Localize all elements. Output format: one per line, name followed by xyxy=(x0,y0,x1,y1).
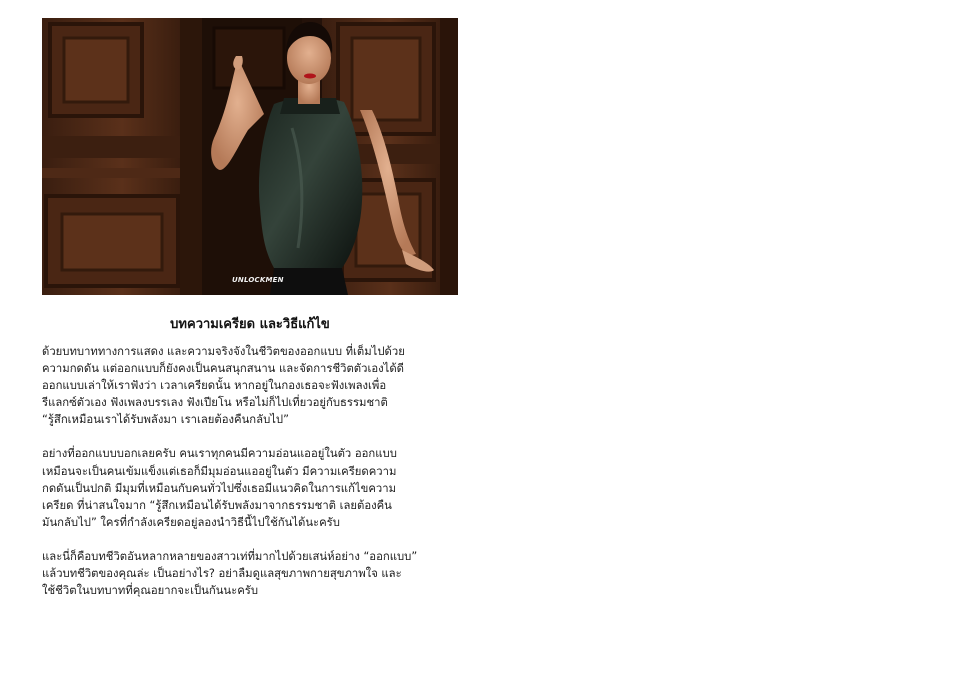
article-photo xyxy=(42,18,458,295)
text-line: รีแลกซ์ตัวเอง ฟังเพลงบรรเลง ฟังเปียโน หรือไม่ก็ไปเที่ยวอยู่กับธรรมชาติ xyxy=(42,396,388,410)
text-line: ความกดดัน แต่ออกแบบก็ยังคงเป็นคนสนุกสนาน และจัดการชีวิตตัวเองได้ดี xyxy=(42,362,405,376)
text-line: “รู้สึกเหมือนเราได้รับพลังมา เราเลยต้องคืนกลับไป” xyxy=(42,413,289,427)
text-line: กดดันเป็นปกติ มีมุมที่เหมือนกับคนทั่วไปซึ่งเธอมีแนวคิดในการแก้ไขความ xyxy=(42,481,397,495)
text-line: ออกแบบเล่าให้เราฟังว่า เวลาเครียดนั้น หากอยู่ในกองเธอจะฟังเพลงเพื่อ xyxy=(42,379,387,393)
article-paragraph xyxy=(42,548,458,599)
article xyxy=(42,18,458,599)
text-line: มันกลับไป” ใครที่กำลังเครียดอยู่ลองนำวิธีนี้ไปใช้กันได้นะครับ xyxy=(42,515,340,529)
text-line: ใช้ชีวิตในบทบาทที่คุณอยากจะเป็นกันนะครับ xyxy=(42,584,259,598)
text-line: ด้วยบทบาททางการแสดง และความจริงจังในชีวิตของออกแบบ ที่เต็มไปด้วย xyxy=(42,345,405,358)
text-line: แล้วบทชีวิตของคุณล่ะ เป็นอย่างไร? อย่าลืมดูแลสุขภาพกายสุขภาพใจ และ xyxy=(42,567,402,581)
article-title: บทความเครียด และวิธีแก้ไข xyxy=(170,317,330,332)
text-line: อย่างที่ออกแบบบอกเลยครับ คนเราทุกคนมีความอ่อนแออยู่ในตัว ออกแบบ xyxy=(42,447,397,461)
text-line: และนี่ก็คือบทชีวิตอันหลากหลายของสาวเท่ที่มากไปด้วยเสน่ห์อย่าง “ออกแบบ” xyxy=(42,549,418,563)
article-paragraph xyxy=(42,343,458,428)
text-line: เหมือนจะเป็นคนเข้มแข็งแต่เธอก็มีมุมอ่อนแออยู่ในตัว มีความเครียดความ xyxy=(42,464,397,478)
article-paragraph xyxy=(42,445,458,530)
photo-illustration xyxy=(42,18,458,295)
text-line: เครียด ที่น่าสนใจมาก “รู้สึกเหมือนได้รับพลังมาจากธรรมชาติ เลยต้องคืน xyxy=(42,498,392,512)
photo-watermark: UNLOCKMEN xyxy=(232,276,284,284)
